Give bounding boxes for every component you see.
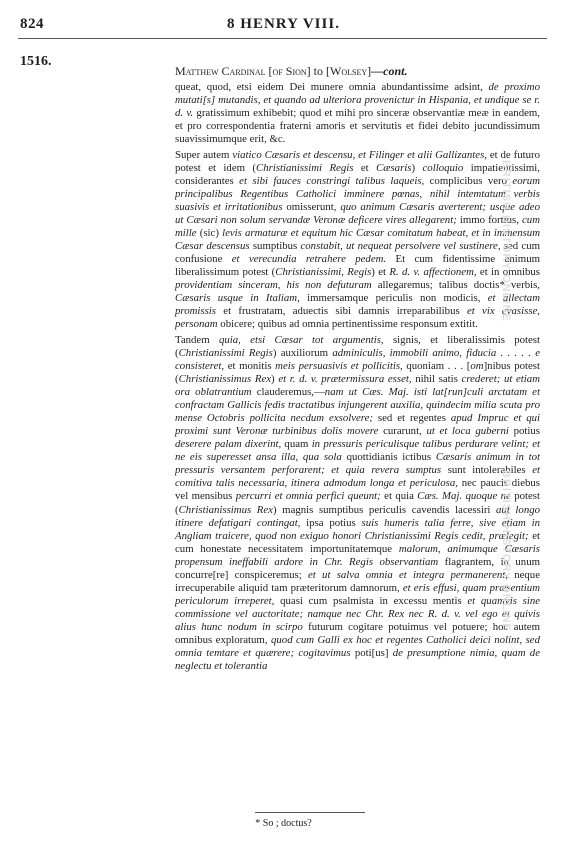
text-run: et in omnibus [476, 266, 540, 279]
body-paragraph-3 [175, 334, 540, 672]
text-run: sed cum confusione [175, 240, 540, 266]
letter-body [175, 81, 540, 676]
italic-text-run: R. d. v. affectionem, [389, 266, 477, 279]
letter-to-word: to [313, 64, 324, 78]
italic-text-run: aut longo itinere defatigari contingat, [175, 503, 541, 529]
text-run: futurum cogitare potuimus vel potuere; hoc autem omnibus exploratum, [175, 620, 540, 646]
text-run: neque irrecuperabile aliquid tam præteritorum damnorum, [175, 568, 541, 594]
text-run: omisserunt, [282, 201, 341, 214]
text-run: clauderemus,— [251, 386, 325, 399]
italic-text-run: ut et loca guberni [426, 425, 509, 438]
italic-text-run: deserere palam dixerint, [175, 438, 282, 451]
italic-text-run: percurri et omnia perfici queunt; [235, 490, 381, 503]
italic-text-run: meis persuasivis et pollicitis, [275, 360, 403, 373]
running-head: 8 HENRY VIII. [227, 16, 340, 32]
watermark-text: BRITISH HISTORY ONLINE [500, 160, 512, 322]
body-paragraph-2 [175, 149, 540, 331]
italic-text-run: Cæsaris animum in tot pressuris versantem perforarent; et quia revera sumptus [175, 451, 540, 477]
text-run: queat, quod, etsi eidem Dei munere omnia abundantissime adsint, [175, 81, 489, 93]
text-run: quasi cum psalmista in excessu mentis [274, 594, 468, 607]
italic-text-run: Cæsaris usque in Italiam, [175, 292, 300, 305]
italic-text-run: quia, etsi Cæsar tot argumentis, [218, 334, 384, 347]
italic-text-run: Christianissimi Regis [256, 162, 354, 175]
text-run: ]nibus potest ( [175, 360, 540, 386]
text-run: ipsa potius [300, 516, 362, 529]
italic-text-run: quod cum Galli ex hoc et regentes Catholici deici nolint, sed omnia temtare et quærere; cogitavimus [175, 633, 540, 659]
italic-text-run: crederet; ut etiam ora oblatrantium [175, 373, 540, 399]
letter-recipient: [Wolsey] [326, 64, 372, 78]
text-run: ) [271, 373, 279, 386]
text-run: et [353, 162, 377, 175]
italic-text-run: malorum, animumque Cæsaris propensum ineffabili ardore in Chr. Regis observantiam [175, 542, 540, 568]
italic-text-run: suis humeris talia ferre, sive etiam in Angliam traicere, quod non exiguo honori Christianissimi Regis cedit, prælegit; [175, 516, 540, 542]
text-run: potius [508, 425, 541, 438]
italic-text-run: providentiam sinceram, his non defuturam [175, 279, 372, 292]
text-run: immersamque periculis non modicis, [299, 292, 488, 305]
page-number: 824 [20, 16, 44, 32]
italic-text-run: in pressuris periculisque talibus perdurare velint; et ne eis superesset ansa illa, qua sola [175, 438, 540, 464]
italic-text-run: de presumptione nimia, quam de neglectu et tolerantia [175, 646, 540, 672]
text-run: et monitis [224, 360, 276, 373]
italic-text-run: colloquio [422, 162, 464, 175]
text-run: Et cum fidentissime animum liberalissimum potest ( [175, 253, 540, 279]
text-run: sunt intolerabiles [441, 464, 533, 477]
text-run: ) auxiliorum [272, 347, 333, 360]
text-run: ) magnis sumptibus periculis cavendis lacessiri [272, 503, 497, 516]
text-run: sumptibus [249, 240, 301, 253]
italic-text-run: Christianissimus Rex [178, 503, 273, 516]
italic-text-run: et verecundia retrahere pedem. [231, 253, 387, 266]
italic-text-run: Christianissimi Regis [178, 347, 273, 360]
text-run: quottidianis ictibus [341, 451, 436, 464]
text-run: obicere; quibus ad omnia pertinentissime responsum extitit. [217, 318, 478, 331]
text-run: quam [281, 438, 312, 451]
text-run: ) et [371, 266, 390, 279]
text-run: nec paucis diebus vel mensibus [175, 477, 541, 503]
text-run: allegaremus; talibus doctis* verbis, [371, 279, 540, 292]
text-run: flagrantem, in unum concurre[re] conspiceremus; [175, 555, 540, 581]
text-run: curarunt, [378, 425, 427, 438]
letter-heading [175, 64, 407, 79]
text-run: complicibus vero [424, 175, 513, 188]
italic-text-run: constabit, ut nequeat persolvere vel sustinere, [300, 240, 501, 253]
italic-text-run: nam ut Cæs. Maj. isti lat[run]culi arctatam et confractam Gallicis fedis tractatibus injungerent auxilia, quindecim milia scuta pro mense Octobris pollicita necdum exsolvere; [175, 386, 540, 425]
italic-text-run: cum mille [175, 214, 540, 240]
header-rule [18, 38, 547, 39]
italic-text-run: et ut salva omnia et integra permanerent, [308, 568, 508, 581]
text-run: potest ( [175, 490, 540, 516]
italic-text-run: viatico Cæsaris et descensu, et Filinger et alii Gallizantes, [232, 149, 487, 162]
watermark-text: BRITISH HISTORY ONLINE [500, 470, 512, 632]
margin-year: 1516. [20, 54, 52, 69]
text-run: quoniam . . . [ [402, 360, 471, 373]
footnote-rule [255, 812, 365, 813]
italic-text-run: et sibi fauces constringi talibus laqueis, [239, 175, 425, 188]
text-run: poti[us] [350, 646, 393, 659]
italic-text-run: Christianissimi, Regis [275, 266, 372, 279]
body-paragraph-1 [175, 81, 540, 146]
italic-text-run: Cæsaris [376, 162, 412, 175]
italic-text-run: de proximo mutati[s] mutandis, et quando ad ulteriora provenictur in Hispania, et undique se r. d. v. [175, 81, 540, 120]
text-run: ) [411, 162, 423, 175]
italic-text-run: et vix evasisse, personam [175, 305, 541, 331]
italic-text-run: Christianissimus Rex [178, 373, 272, 386]
text-run: nihil satis [411, 373, 462, 386]
italic-text-run: Cæs. Maj. quoque ne [417, 490, 511, 503]
text-run: (sic) [196, 227, 223, 240]
text-run: Super autem [175, 149, 233, 162]
letter-sender: Matthew Cardinal [of Sion] [175, 64, 311, 78]
footnote: * So ; doctus? [255, 818, 312, 829]
italic-text-run: quo animum Cæsaris averterent; usque adeo ut Cæsari non solum servandæ Veronæ deficere vires allegarent; [175, 201, 540, 227]
text-run: immo fortius, [456, 214, 522, 227]
italic-text-run: adminiculis, immobili animo, fiducia . . . . . e consisteret, [175, 347, 541, 373]
text-run: sed et regentes [373, 412, 451, 425]
text-run: impatientissimi, considerantes [175, 162, 540, 188]
italic-text-run: levis armaturæ et equitum hic Cæsar comitatum habeat, et in immensum Cæsar descensus [175, 227, 540, 253]
italic-text-run: eorum principalibus Regentibus Catholici imminere pœnas, nihil intemtatum verbis suasivis et irritationibus [175, 175, 540, 214]
text-run: et frustratam, aduectis sibi damnis irreparabilibus [216, 305, 467, 318]
text-run: Tandem [175, 334, 219, 347]
text-run: et cum honestate necessitatem importunitatemque [175, 529, 540, 555]
italic-text-run: apud Impruc et qui proximi sunt Veronæ turbinibus dolis movere [175, 412, 541, 438]
text-run: signis, et liberalissimis potest ( [175, 334, 541, 360]
text-run: et de futuro potest et idem ( [175, 149, 541, 175]
italic-text-run: et r. d. v. prætermissura esset, [278, 373, 412, 386]
italic-text-run: om [470, 360, 484, 373]
letter-continued: —cont. [371, 64, 408, 78]
italic-text-run: et quamvis sine commissione vel auctoritate; namque nec Chr. Rex nec R. d. v. vel ego et quivis alius hunc nodum in scirpo [175, 594, 541, 633]
italic-text-run: et eris effusi, quam præsentium periculorum irreperet, [175, 581, 540, 607]
text-run: et quia [380, 490, 418, 503]
text-run: gratissimum exhibebit; quod et mihi pro sinceræ observantiæ meæ in eandem, et pro correspondentia fraterni amoris et servitutis et fidei debito jucundissimum suavissimumque erit, &c. [175, 107, 540, 146]
italic-text-run: et allectam promissis [175, 292, 541, 318]
italic-text-run: et comitiva talis necessaria, itinera admodum longa et periculosa, [175, 464, 540, 490]
